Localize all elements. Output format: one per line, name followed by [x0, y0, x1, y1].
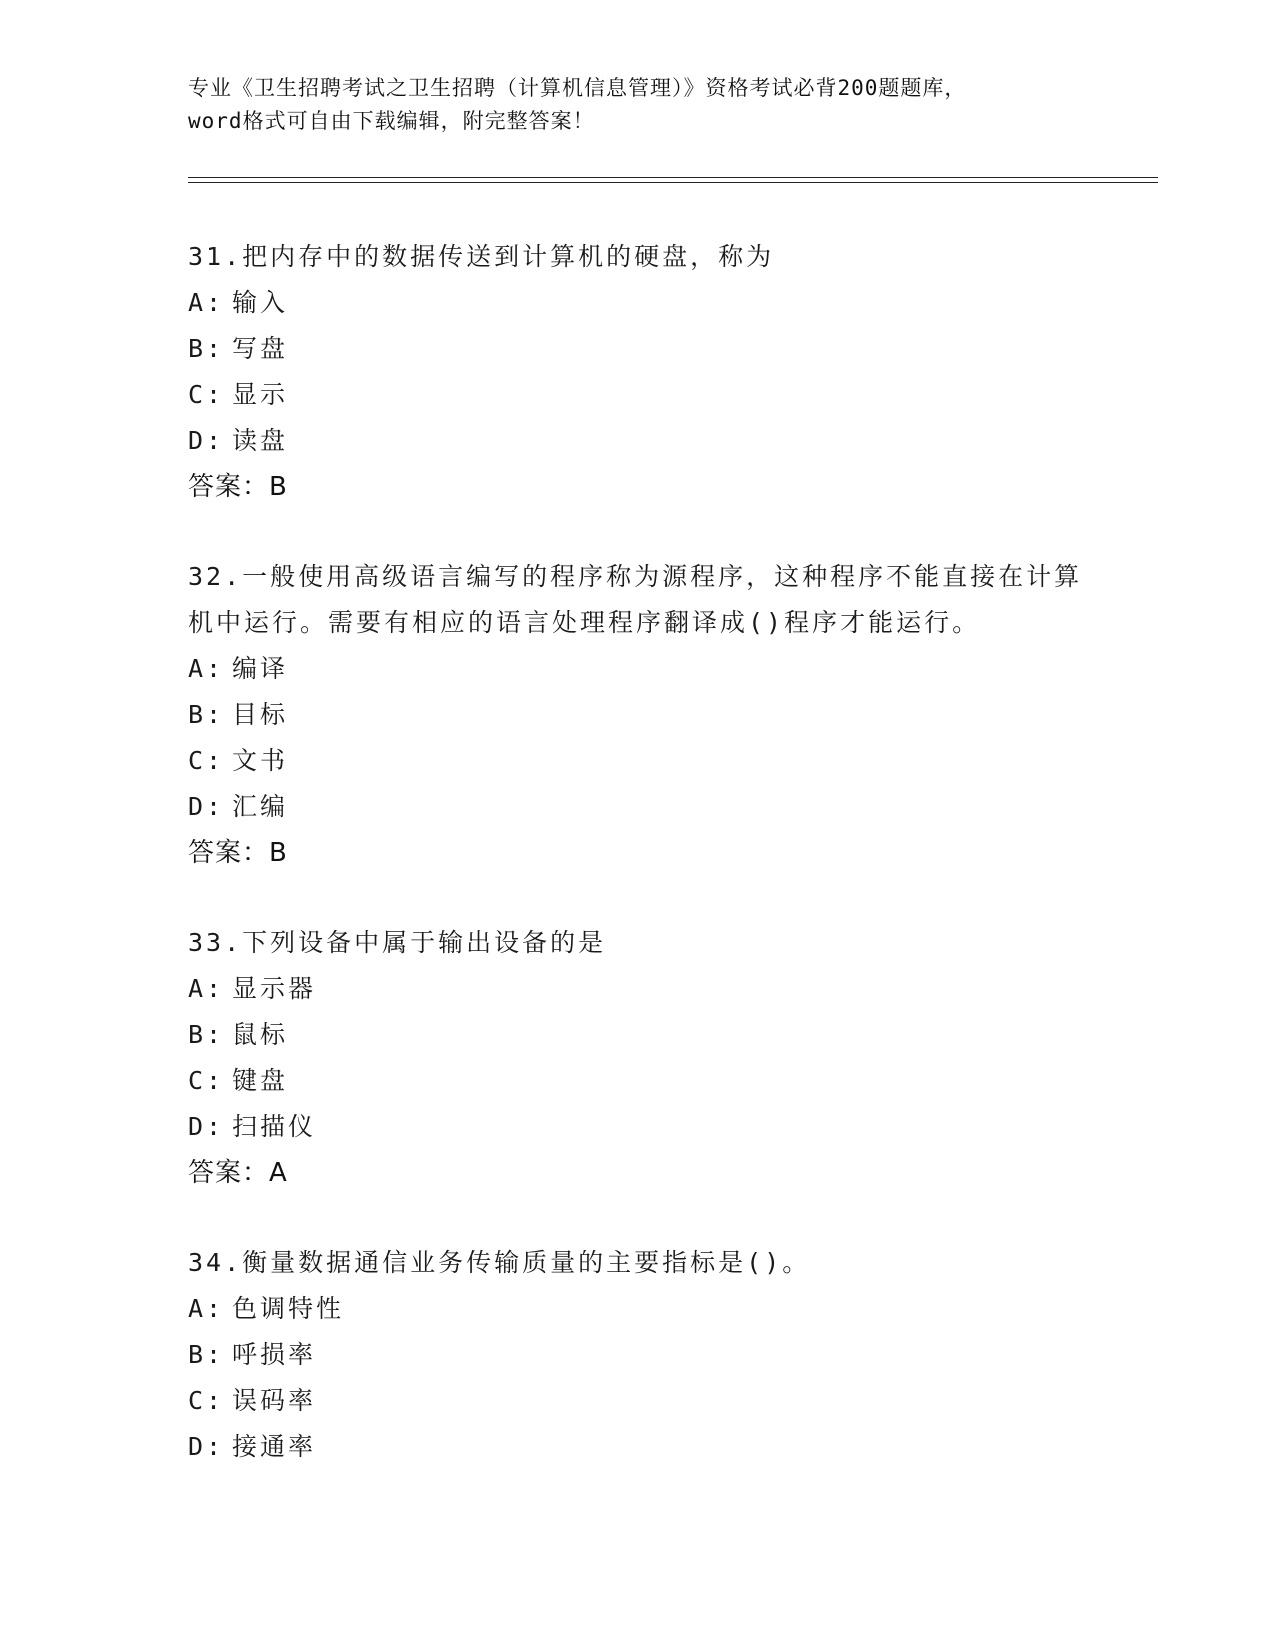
- option-d: [188, 784, 1088, 830]
- option-key: C:: [188, 746, 225, 775]
- option-d: [188, 1104, 1088, 1150]
- option-key: D:: [188, 792, 225, 821]
- option-text: 误码率: [232, 1386, 317, 1415]
- option-c: [188, 1058, 1088, 1104]
- document-header: [188, 72, 1088, 138]
- option-b: [188, 692, 1088, 738]
- answer-line: 答案：B: [188, 838, 288, 868]
- option-text: 显示: [232, 380, 289, 409]
- question-33: [188, 920, 1088, 1196]
- option-text: 呼损率: [232, 1340, 317, 1369]
- option-key: B:: [188, 700, 225, 729]
- option-key: B:: [188, 334, 225, 363]
- option-text: 编译: [232, 654, 289, 683]
- header-divider-bottom: [188, 182, 1158, 183]
- question-32: [188, 554, 1088, 876]
- option-d: [188, 1424, 1088, 1470]
- question-34: [188, 1240, 1088, 1470]
- answer-line: 答案：A: [188, 1158, 288, 1188]
- question-stem: 32.一般使用高级语言编写的程序称为源程序，这种程序不能直接在计算机中运行。需要有相应的语言处理程序翻译成()程序才能运行。: [188, 562, 1083, 637]
- option-a: [188, 646, 1088, 692]
- option-key: C:: [188, 1066, 225, 1095]
- option-key: A:: [188, 974, 225, 1003]
- question-list: [188, 234, 1088, 1514]
- option-c: [188, 738, 1088, 784]
- header-divider-top: [188, 177, 1158, 178]
- question-31: [188, 234, 1088, 510]
- option-b: [188, 326, 1088, 372]
- option-a: [188, 966, 1088, 1012]
- question-stem: 31.把内存中的数据传送到计算机的硬盘，称为: [188, 242, 775, 271]
- option-key: C:: [188, 380, 225, 409]
- option-key: A:: [188, 288, 225, 317]
- question-stem: 33.下列设备中属于输出设备的是: [188, 928, 607, 957]
- option-b: [188, 1332, 1088, 1378]
- answer-line: 答案：B: [188, 472, 288, 502]
- option-key: D:: [188, 426, 225, 455]
- option-c: [188, 372, 1088, 418]
- option-b: [188, 1012, 1088, 1058]
- option-text: 文书: [232, 746, 289, 775]
- option-key: B:: [188, 1340, 225, 1369]
- option-text: 显示器: [232, 974, 317, 1003]
- option-key: C:: [188, 1386, 225, 1415]
- option-text: 键盘: [232, 1066, 289, 1095]
- option-text: 色调特性: [232, 1294, 345, 1323]
- option-a: [188, 1286, 1088, 1332]
- option-key: A:: [188, 1294, 225, 1323]
- option-key: A:: [188, 654, 225, 683]
- option-text: 扫描仪: [232, 1112, 317, 1141]
- option-a: [188, 280, 1088, 326]
- option-text: 汇编: [232, 792, 289, 821]
- question-stem: 34.衡量数据通信业务传输质量的主要指标是()。: [188, 1248, 811, 1277]
- option-text: 接通率: [232, 1432, 317, 1461]
- option-text: 输入: [232, 288, 289, 317]
- option-text: 写盘: [232, 334, 289, 363]
- option-text: 鼠标: [232, 1020, 289, 1049]
- option-text: 读盘: [232, 426, 289, 455]
- option-key: B:: [188, 1020, 225, 1049]
- option-key: D:: [188, 1432, 225, 1461]
- option-text: 目标: [232, 700, 289, 729]
- option-c: [188, 1378, 1088, 1424]
- option-d: [188, 418, 1088, 464]
- header-title-line-1: 专业《卫生招聘考试之卫生招聘（计算机信息管理）》资格考试必背200题题库，: [188, 76, 967, 100]
- header-title-line-2: word格式可自由下载编辑，附完整答案！: [188, 109, 595, 133]
- option-key: D:: [188, 1112, 225, 1141]
